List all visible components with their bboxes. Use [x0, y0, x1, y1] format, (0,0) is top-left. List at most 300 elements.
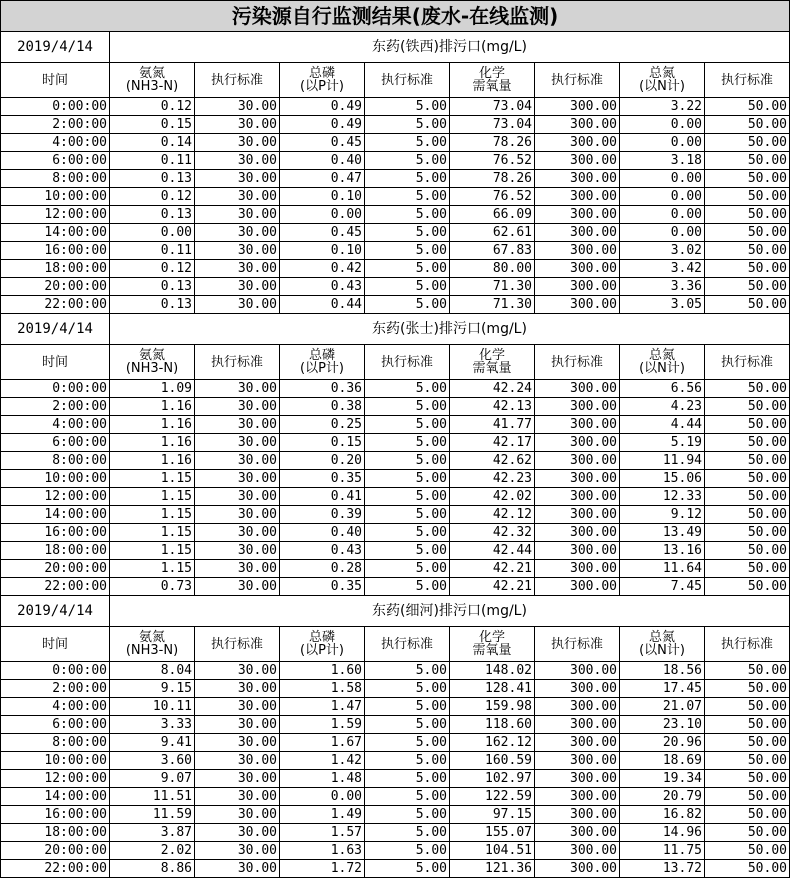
cell-total-nitrogen: 18.69 — [620, 752, 705, 770]
cell-ammonia-nh3n: 1.16 — [110, 434, 195, 452]
cell-total-nitrogen: 19.34 — [620, 770, 705, 788]
cell-ammonia-nh3n: 1.16 — [110, 416, 195, 434]
cell-ammonia-standard: 30.00 — [195, 224, 280, 242]
column-header-line: 需氧量 — [472, 79, 512, 94]
table-row — [1, 788, 790, 806]
cell-ammonia-nh3n: 9.41 — [110, 734, 195, 752]
cell-nitrogen-standard: 50.00 — [705, 770, 790, 788]
cell-ammonia-standard: 30.00 — [195, 134, 280, 152]
cell-total-phosphorus: 0.43 — [280, 542, 365, 560]
cell-total-phosphorus: 0.25 — [280, 416, 365, 434]
cell-ammonia-nh3n: 8.04 — [110, 662, 195, 680]
cell-cod-standard: 300.00 — [535, 842, 620, 860]
cell-ammonia-standard: 30.00 — [195, 296, 280, 314]
table-row — [1, 206, 790, 224]
cell-cod-standard: 300.00 — [535, 152, 620, 170]
cell-cod: 62.61 — [450, 224, 535, 242]
cell-ammonia-standard: 30.00 — [195, 752, 280, 770]
cell-cod-standard: 300.00 — [535, 206, 620, 224]
cell-total-nitrogen: 0.00 — [620, 116, 705, 134]
cell-phosphorus-standard: 5.00 — [365, 824, 450, 842]
cell-nitrogen-standard: 50.00 — [705, 680, 790, 698]
cell-total-nitrogen: 0.00 — [620, 224, 705, 242]
column-header-line: 时间 — [41, 636, 68, 652]
cell-cod-standard: 300.00 — [535, 116, 620, 134]
cell-cod: 159.98 — [450, 698, 535, 716]
table-row — [1, 716, 790, 734]
cell-total-nitrogen: 0.00 — [620, 170, 705, 188]
cell-ammonia-nh3n: 0.14 — [110, 134, 195, 152]
column-header-total-nitrogen — [620, 63, 705, 98]
cell-cod-standard: 300.00 — [535, 506, 620, 524]
cell-total-phosphorus: 1.59 — [280, 716, 365, 734]
cell-time: 0:00:00 — [1, 662, 110, 680]
cell-cod: 102.97 — [450, 770, 535, 788]
cell-cod: 42.44 — [450, 542, 535, 560]
cell-total-phosphorus: 1.72 — [280, 860, 365, 878]
cell-nitrogen-standard: 50.00 — [705, 842, 790, 860]
cell-total-phosphorus: 0.44 — [280, 296, 365, 314]
cell-phosphorus-standard: 5.00 — [365, 716, 450, 734]
cell-total-nitrogen: 9.12 — [620, 506, 705, 524]
cell-total-nitrogen: 13.16 — [620, 542, 705, 560]
cell-total-phosphorus: 0.47 — [280, 170, 365, 188]
cell-cod-standard: 300.00 — [535, 224, 620, 242]
cell-ammonia-nh3n: 1.15 — [110, 542, 195, 560]
cell-time: 12:00:00 — [1, 206, 110, 224]
cell-cod: 41.77 — [450, 416, 535, 434]
cell-cod: 42.62 — [450, 452, 535, 470]
cell-total-phosphorus: 1.47 — [280, 698, 365, 716]
cell-nitrogen-standard: 50.00 — [705, 860, 790, 878]
cell-ammonia-nh3n: 2.02 — [110, 842, 195, 860]
cell-cod: 78.26 — [450, 134, 535, 152]
cell-total-nitrogen: 0.00 — [620, 188, 705, 206]
cell-total-phosphorus: 0.38 — [280, 398, 365, 416]
table-row — [1, 260, 790, 278]
column-header-total-phosphorus — [280, 627, 365, 662]
column-header-line: (NH3-N) — [125, 361, 179, 376]
column-header-line: 总氮 — [648, 348, 675, 363]
cell-phosphorus-standard: 5.00 — [365, 206, 450, 224]
cell-ammonia-standard: 30.00 — [195, 842, 280, 860]
cell-total-nitrogen: 11.94 — [620, 452, 705, 470]
cell-nitrogen-standard: 50.00 — [705, 752, 790, 770]
column-header-row — [1, 345, 790, 380]
cell-total-phosphorus: 1.67 — [280, 734, 365, 752]
column-header-line: 执行标准 — [380, 636, 433, 652]
table-row — [1, 416, 790, 434]
cell-phosphorus-standard: 5.00 — [365, 560, 450, 578]
cell-total-nitrogen: 20.79 — [620, 788, 705, 806]
table-row — [1, 98, 790, 116]
cell-ammonia-standard: 30.00 — [195, 542, 280, 560]
cell-ammonia-nh3n: 0.13 — [110, 296, 195, 314]
column-header-ammonia-standard — [195, 627, 280, 662]
cell-nitrogen-standard: 50.00 — [705, 188, 790, 206]
cell-cod-standard: 300.00 — [535, 416, 620, 434]
cell-ammonia-standard: 30.00 — [195, 206, 280, 224]
cell-nitrogen-standard: 50.00 — [705, 242, 790, 260]
table-row — [1, 434, 790, 452]
cell-ammonia-standard: 30.00 — [195, 716, 280, 734]
table-row — [1, 242, 790, 260]
cell-cod-standard: 300.00 — [535, 452, 620, 470]
cell-nitrogen-standard: 50.00 — [705, 206, 790, 224]
column-header-line: 总氮 — [648, 66, 675, 81]
cell-total-phosphorus: 0.39 — [280, 506, 365, 524]
cell-cod: 42.32 — [450, 524, 535, 542]
cell-time: 18:00:00 — [1, 260, 110, 278]
column-header-line: (以P计) — [300, 643, 344, 658]
cell-cod-standard: 300.00 — [535, 752, 620, 770]
cell-nitrogen-standard: 50.00 — [705, 296, 790, 314]
cell-phosphorus-standard: 5.00 — [365, 170, 450, 188]
cell-cod-standard: 300.00 — [535, 470, 620, 488]
cell-phosphorus-standard: 5.00 — [365, 188, 450, 206]
section-date: 2019/4/14 — [1, 314, 110, 345]
section-header-row — [1, 32, 790, 63]
cell-time: 6:00:00 — [1, 152, 110, 170]
cell-total-phosphorus: 0.40 — [280, 524, 365, 542]
table-row — [1, 770, 790, 788]
column-header-row — [1, 627, 790, 662]
column-header-cod-standard — [535, 345, 620, 380]
section-outlet-name: 东药(细河)排污口(mg/L) — [110, 596, 790, 627]
cell-nitrogen-standard: 50.00 — [705, 698, 790, 716]
cell-cod-standard: 300.00 — [535, 806, 620, 824]
column-header-line: 执行标准 — [380, 72, 433, 88]
cell-total-nitrogen: 11.64 — [620, 560, 705, 578]
cell-ammonia-nh3n: 1.15 — [110, 470, 195, 488]
column-header-line: 执行标准 — [720, 354, 773, 370]
cell-cod-standard: 300.00 — [535, 560, 620, 578]
column-header-line: (以P计) — [300, 79, 344, 94]
cell-total-nitrogen: 12.33 — [620, 488, 705, 506]
cell-cod: 42.02 — [450, 488, 535, 506]
column-header-line: (NH3-N) — [125, 643, 179, 658]
table-row — [1, 542, 790, 560]
cell-total-nitrogen: 4.44 — [620, 416, 705, 434]
cell-phosphorus-standard: 5.00 — [365, 398, 450, 416]
cell-nitrogen-standard: 50.00 — [705, 716, 790, 734]
cell-total-nitrogen: 21.07 — [620, 698, 705, 716]
cell-time: 18:00:00 — [1, 542, 110, 560]
cell-total-nitrogen: 11.75 — [620, 842, 705, 860]
cell-cod: 71.30 — [450, 278, 535, 296]
column-header-line: 执行标准 — [210, 636, 263, 652]
cell-time: 2:00:00 — [1, 116, 110, 134]
cell-ammonia-standard: 30.00 — [195, 434, 280, 452]
cell-cod: 118.60 — [450, 716, 535, 734]
cell-time: 14:00:00 — [1, 506, 110, 524]
cell-cod-standard: 300.00 — [535, 770, 620, 788]
cell-ammonia-nh3n: 0.13 — [110, 170, 195, 188]
cell-time: 22:00:00 — [1, 296, 110, 314]
cell-total-phosphorus: 0.35 — [280, 578, 365, 596]
column-header-time — [1, 345, 110, 380]
cell-nitrogen-standard: 50.00 — [705, 134, 790, 152]
table-row — [1, 752, 790, 770]
cell-total-phosphorus: 0.28 — [280, 560, 365, 578]
section-outlet-name: 东药(铁西)排污口(mg/L) — [110, 32, 790, 63]
cell-nitrogen-standard: 50.00 — [705, 116, 790, 134]
cell-nitrogen-standard: 50.00 — [705, 788, 790, 806]
cell-phosphorus-standard: 5.00 — [365, 578, 450, 596]
cell-total-nitrogen: 0.00 — [620, 134, 705, 152]
cell-ammonia-nh3n: 0.11 — [110, 242, 195, 260]
table-row — [1, 842, 790, 860]
cell-cod-standard: 300.00 — [535, 170, 620, 188]
column-header-total-phosphorus — [280, 345, 365, 380]
cell-phosphorus-standard: 5.00 — [365, 806, 450, 824]
cell-total-nitrogen: 7.45 — [620, 578, 705, 596]
cell-ammonia-standard: 30.00 — [195, 578, 280, 596]
column-header-cod-standard — [535, 627, 620, 662]
cell-cod: 66.09 — [450, 206, 535, 224]
cell-phosphorus-standard: 5.00 — [365, 152, 450, 170]
cell-ammonia-standard: 30.00 — [195, 680, 280, 698]
cell-phosphorus-standard: 5.00 — [365, 296, 450, 314]
cell-total-phosphorus: 0.40 — [280, 152, 365, 170]
cell-nitrogen-standard: 50.00 — [705, 380, 790, 398]
cell-cod: 122.59 — [450, 788, 535, 806]
cell-cod-standard: 300.00 — [535, 662, 620, 680]
column-header-cod — [450, 345, 535, 380]
cell-nitrogen-standard: 50.00 — [705, 452, 790, 470]
cell-time: 10:00:00 — [1, 470, 110, 488]
cell-total-nitrogen: 3.05 — [620, 296, 705, 314]
cell-phosphorus-standard: 5.00 — [365, 788, 450, 806]
cell-cod: 42.21 — [450, 560, 535, 578]
column-header-line: 需氧量 — [472, 361, 512, 376]
cell-time: 14:00:00 — [1, 788, 110, 806]
cell-ammonia-nh3n: 1.15 — [110, 524, 195, 542]
cell-cod: 42.21 — [450, 578, 535, 596]
cell-total-nitrogen: 4.23 — [620, 398, 705, 416]
column-header-line: 执行标准 — [210, 354, 263, 370]
column-header-ammonia-nh3n — [110, 627, 195, 662]
cell-ammonia-standard: 30.00 — [195, 452, 280, 470]
cell-cod: 42.13 — [450, 398, 535, 416]
table-row — [1, 488, 790, 506]
cell-cod: 78.26 — [450, 170, 535, 188]
cell-ammonia-standard: 30.00 — [195, 824, 280, 842]
cell-total-phosphorus: 0.49 — [280, 98, 365, 116]
table-row — [1, 506, 790, 524]
cell-total-nitrogen: 6.56 — [620, 380, 705, 398]
cell-time: 12:00:00 — [1, 770, 110, 788]
cell-phosphorus-standard: 5.00 — [365, 770, 450, 788]
cell-cod-standard: 300.00 — [535, 98, 620, 116]
cell-time: 22:00:00 — [1, 578, 110, 596]
table-row — [1, 524, 790, 542]
cell-cod: 162.12 — [450, 734, 535, 752]
cell-ammonia-nh3n: 0.73 — [110, 578, 195, 596]
cell-total-phosphorus: 0.00 — [280, 206, 365, 224]
cell-cod: 80.00 — [450, 260, 535, 278]
column-header-line: 时间 — [41, 354, 68, 370]
cell-ammonia-standard: 30.00 — [195, 170, 280, 188]
column-header-cod-standard — [535, 63, 620, 98]
cell-phosphorus-standard: 5.00 — [365, 860, 450, 878]
section-outlet-name: 东药(张士)排污口(mg/L) — [110, 314, 790, 345]
cell-nitrogen-standard: 50.00 — [705, 260, 790, 278]
column-header-line: (NH3-N) — [125, 79, 179, 94]
cell-time: 18:00:00 — [1, 824, 110, 842]
cell-cod: 42.17 — [450, 434, 535, 452]
column-header-line: 总磷 — [308, 66, 335, 81]
cell-ammonia-standard: 30.00 — [195, 98, 280, 116]
cell-cod: 73.04 — [450, 116, 535, 134]
column-header-line: 总磷 — [308, 348, 335, 363]
cell-cod-standard: 300.00 — [535, 824, 620, 842]
cell-ammonia-nh3n: 1.16 — [110, 452, 195, 470]
cell-nitrogen-standard: 50.00 — [705, 578, 790, 596]
cell-cod-standard: 300.00 — [535, 716, 620, 734]
cell-ammonia-nh3n: 0.12 — [110, 188, 195, 206]
cell-ammonia-standard: 30.00 — [195, 152, 280, 170]
cell-nitrogen-standard: 50.00 — [705, 734, 790, 752]
cell-cod: 42.23 — [450, 470, 535, 488]
cell-time: 6:00:00 — [1, 716, 110, 734]
cell-cod-standard: 300.00 — [535, 434, 620, 452]
table-row — [1, 824, 790, 842]
cell-total-phosphorus: 1.60 — [280, 662, 365, 680]
cell-cod: 128.41 — [450, 680, 535, 698]
column-header-line: 总氮 — [648, 630, 675, 645]
cell-cod: 73.04 — [450, 98, 535, 116]
cell-time: 22:00:00 — [1, 860, 110, 878]
cell-phosphorus-standard: 5.00 — [365, 278, 450, 296]
cell-cod: 155.07 — [450, 824, 535, 842]
column-header-line: (以N计) — [639, 79, 685, 94]
cell-total-phosphorus: 1.63 — [280, 842, 365, 860]
cell-time: 6:00:00 — [1, 434, 110, 452]
column-header-line: 时间 — [41, 72, 68, 88]
cell-total-nitrogen: 16.82 — [620, 806, 705, 824]
table-row — [1, 680, 790, 698]
cell-phosphorus-standard: 5.00 — [365, 98, 450, 116]
cell-time: 0:00:00 — [1, 98, 110, 116]
table-row — [1, 188, 790, 206]
cell-total-nitrogen: 13.49 — [620, 524, 705, 542]
column-header-line: 氨氮 — [138, 66, 165, 81]
cell-cod-standard: 300.00 — [535, 260, 620, 278]
cell-ammonia-standard: 30.00 — [195, 188, 280, 206]
cell-total-phosphorus: 1.49 — [280, 806, 365, 824]
cell-time: 4:00:00 — [1, 416, 110, 434]
cell-total-phosphorus: 1.58 — [280, 680, 365, 698]
cell-time: 20:00:00 — [1, 560, 110, 578]
cell-phosphorus-standard: 5.00 — [365, 260, 450, 278]
cell-total-nitrogen: 3.36 — [620, 278, 705, 296]
cell-ammonia-nh3n: 3.60 — [110, 752, 195, 770]
cell-total-phosphorus: 0.43 — [280, 278, 365, 296]
cell-ammonia-nh3n: 1.16 — [110, 398, 195, 416]
cell-total-nitrogen: 15.06 — [620, 470, 705, 488]
cell-total-phosphorus: 0.41 — [280, 488, 365, 506]
cell-cod-standard: 300.00 — [535, 296, 620, 314]
cell-nitrogen-standard: 50.00 — [705, 416, 790, 434]
table-row — [1, 698, 790, 716]
column-header-nitrogen-standard — [705, 627, 790, 662]
cell-total-phosphorus: 0.36 — [280, 380, 365, 398]
cell-ammonia-nh3n: 1.09 — [110, 380, 195, 398]
column-header-line: 氨氮 — [138, 348, 165, 363]
cell-cod: 104.51 — [450, 842, 535, 860]
cell-total-nitrogen: 0.00 — [620, 206, 705, 224]
cell-ammonia-standard: 30.00 — [195, 806, 280, 824]
table-row — [1, 860, 790, 878]
cell-total-nitrogen: 18.56 — [620, 662, 705, 680]
cell-time: 10:00:00 — [1, 188, 110, 206]
column-header-phosphorus-standard — [365, 63, 450, 98]
cell-total-phosphorus: 0.10 — [280, 242, 365, 260]
table-row — [1, 806, 790, 824]
cell-phosphorus-standard: 5.00 — [365, 416, 450, 434]
cell-cod: 160.59 — [450, 752, 535, 770]
cell-nitrogen-standard: 50.00 — [705, 560, 790, 578]
cell-ammonia-standard: 30.00 — [195, 380, 280, 398]
cell-ammonia-standard: 30.00 — [195, 416, 280, 434]
column-header-line: 执行标准 — [720, 72, 773, 88]
cell-nitrogen-standard: 50.00 — [705, 170, 790, 188]
column-header-time — [1, 63, 110, 98]
column-header-total-phosphorus — [280, 63, 365, 98]
cell-total-phosphorus: 0.35 — [280, 470, 365, 488]
column-header-nitrogen-standard — [705, 63, 790, 98]
table-row — [1, 734, 790, 752]
cell-cod: 76.52 — [450, 188, 535, 206]
cell-phosphorus-standard: 5.00 — [365, 434, 450, 452]
cell-time: 16:00:00 — [1, 242, 110, 260]
cell-nitrogen-standard: 50.00 — [705, 806, 790, 824]
cell-time: 16:00:00 — [1, 524, 110, 542]
cell-nitrogen-standard: 50.00 — [705, 152, 790, 170]
cell-ammonia-nh3n: 0.00 — [110, 224, 195, 242]
cell-total-nitrogen: 17.45 — [620, 680, 705, 698]
cell-time: 20:00:00 — [1, 278, 110, 296]
sheet-title: 污染源自行监测结果(废水-在线监测) — [1, 1, 790, 32]
cell-ammonia-nh3n: 3.87 — [110, 824, 195, 842]
cell-nitrogen-standard: 50.00 — [705, 98, 790, 116]
cell-ammonia-nh3n: 0.13 — [110, 278, 195, 296]
cell-ammonia-nh3n: 0.15 — [110, 116, 195, 134]
column-header-ammonia-standard — [195, 63, 280, 98]
cell-ammonia-standard: 30.00 — [195, 242, 280, 260]
column-header-total-nitrogen — [620, 627, 705, 662]
cell-phosphorus-standard: 5.00 — [365, 242, 450, 260]
cell-cod-standard: 300.00 — [535, 524, 620, 542]
cell-nitrogen-standard: 50.00 — [705, 398, 790, 416]
table-row — [1, 398, 790, 416]
cell-ammonia-standard: 30.00 — [195, 560, 280, 578]
cell-phosphorus-standard: 5.00 — [365, 662, 450, 680]
cell-total-nitrogen: 14.96 — [620, 824, 705, 842]
cell-ammonia-standard: 30.00 — [195, 398, 280, 416]
cell-nitrogen-standard: 50.00 — [705, 542, 790, 560]
cell-ammonia-standard: 30.00 — [195, 788, 280, 806]
cell-nitrogen-standard: 50.00 — [705, 224, 790, 242]
cell-time: 2:00:00 — [1, 398, 110, 416]
cell-nitrogen-standard: 50.00 — [705, 434, 790, 452]
column-header-line: (以N计) — [639, 361, 685, 376]
cell-ammonia-standard: 30.00 — [195, 770, 280, 788]
table-row — [1, 224, 790, 242]
cell-total-phosphorus: 0.15 — [280, 434, 365, 452]
cell-cod: 42.12 — [450, 506, 535, 524]
